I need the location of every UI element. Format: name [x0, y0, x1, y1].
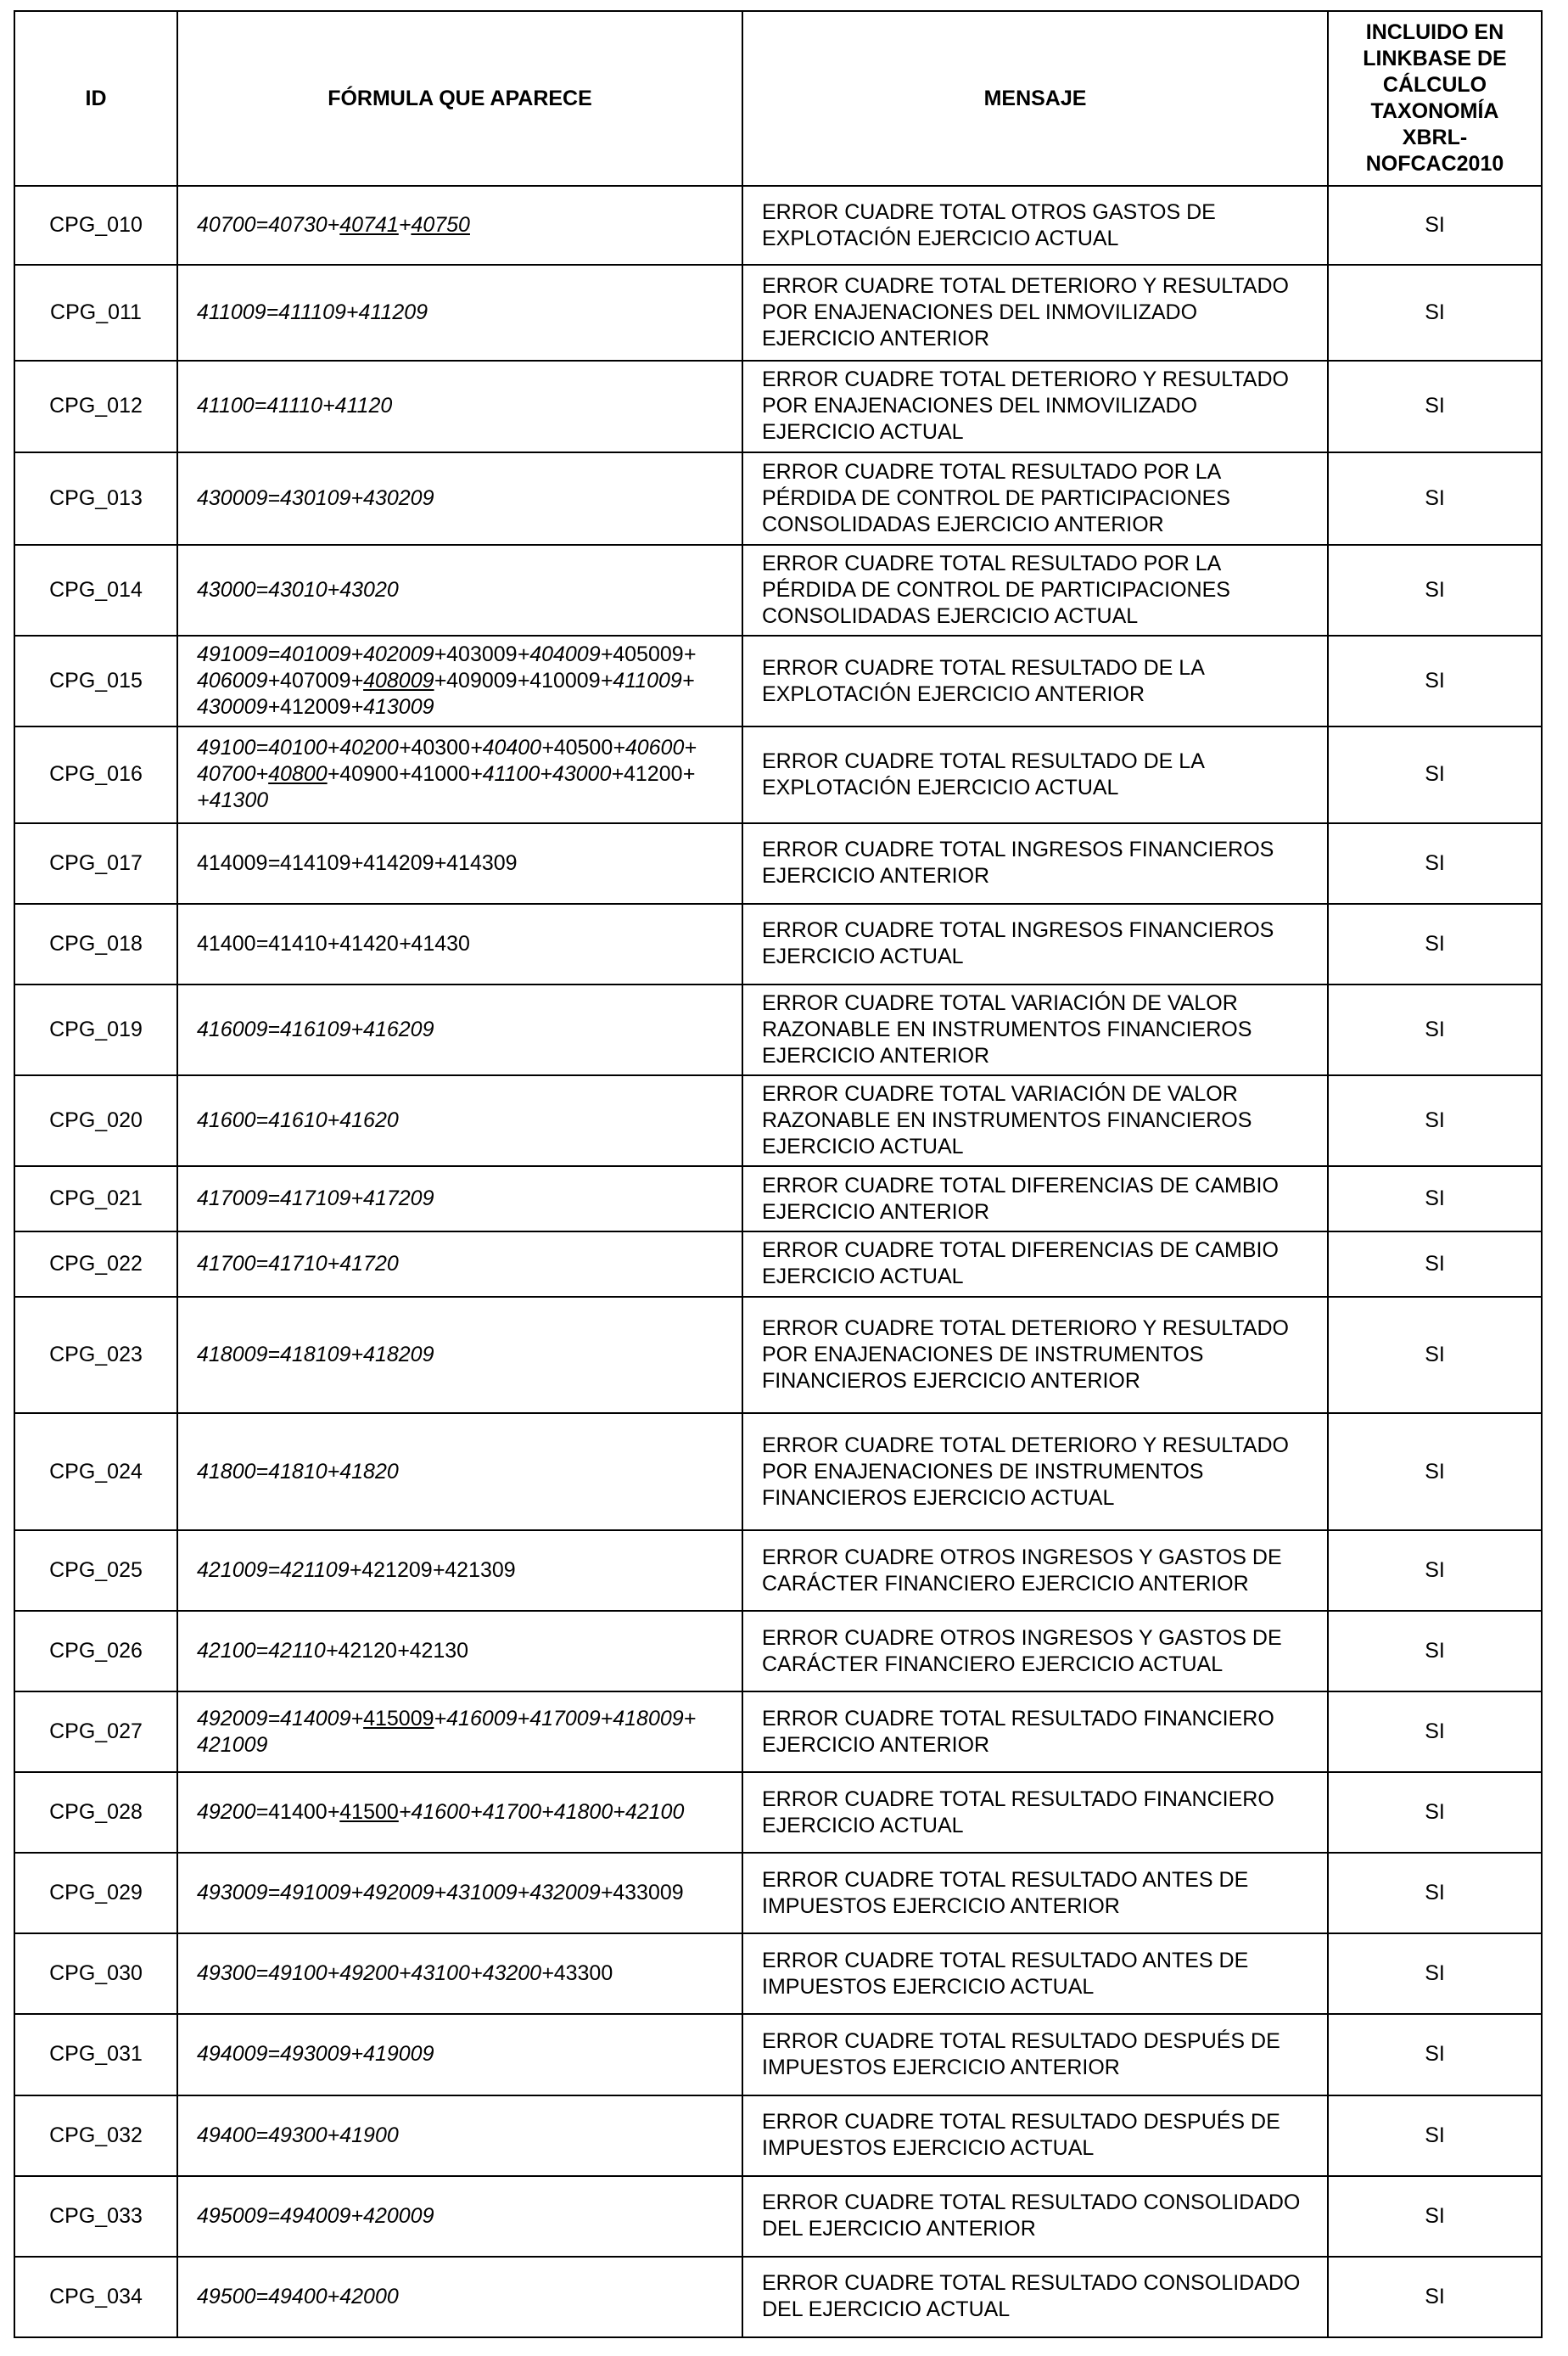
rule-message: ERROR CUADRE TOTAL VARIACIÓN DE VALOR RAZONABLE EN INSTRUMENTOS FINANCIEROS EJERCICIO ANTERIOR — [742, 984, 1328, 1075]
rule-included: SI — [1328, 904, 1542, 984]
table-row — [14, 636, 1542, 726]
rule-included: SI — [1328, 452, 1542, 545]
rule-included: SI — [1328, 2095, 1542, 2176]
rule-formula: 41100=41110+41120 — [177, 361, 742, 452]
rule-id: CPG_018 — [14, 904, 177, 984]
rule-included: SI — [1328, 2257, 1542, 2337]
rule-formula: 416009=416109+416209 — [177, 984, 742, 1075]
rule-included: SI — [1328, 984, 1542, 1075]
rule-id: CPG_017 — [14, 823, 177, 904]
rule-included: SI — [1328, 1611, 1542, 1691]
rule-included: SI — [1328, 545, 1542, 636]
header-formula: FÓRMULA QUE APARECE — [177, 11, 742, 186]
rule-formula: 418009=418109+418209 — [177, 1297, 742, 1414]
rule-message: ERROR CUADRE TOTAL DETERIORO Y RESULTADO POR ENAJENACIONES DEL INMOVILIZADO EJERCICIO ANTERIOR — [742, 265, 1328, 361]
rule-message: ERROR CUADRE TOTAL OTROS GASTOS DE EXPLOTACIÓN EJERCICIO ACTUAL — [742, 186, 1328, 265]
rule-id: CPG_019 — [14, 984, 177, 1075]
rule-formula: 49500=49400+42000 — [177, 2257, 742, 2337]
rule-message: ERROR CUADRE TOTAL RESULTADO DESPUÉS DE IMPUESTOS EJERCICIO ACTUAL — [742, 2095, 1328, 2176]
table-row — [14, 984, 1542, 1075]
rule-formula: 43000=43010+43020 — [177, 545, 742, 636]
table-row — [14, 1413, 1542, 1530]
rule-formula: 421009=421109+421209+421309 — [177, 1530, 742, 1611]
table-row — [14, 1691, 1542, 1772]
rule-formula: 492009=414009+415009+416009+417009+418009+ 421009 — [177, 1691, 742, 1772]
table-row — [14, 904, 1542, 984]
rule-message: ERROR CUADRE TOTAL VARIACIÓN DE VALOR RAZONABLE EN INSTRUMENTOS FINANCIEROS EJERCICIO ACTUAL — [742, 1075, 1328, 1166]
rule-formula: 411009=411109+411209 — [177, 265, 742, 361]
rule-id: CPG_029 — [14, 1853, 177, 1933]
rule-id: CPG_032 — [14, 2095, 177, 2176]
rule-id: CPG_014 — [14, 545, 177, 636]
rule-message: ERROR CUADRE TOTAL RESULTADO DE LA EXPLOTACIÓN EJERCICIO ANTERIOR — [742, 636, 1328, 726]
rule-formula: 430009=430109+430209 — [177, 452, 742, 545]
rule-message: ERROR CUADRE TOTAL RESULTADO POR LA PÉRDIDA DE CONTROL DE PARTICIPACIONES CONSOLIDADAS EJERCICIO ANTERIOR — [742, 452, 1328, 545]
rule-id: CPG_026 — [14, 1611, 177, 1691]
rule-message: ERROR CUADRE TOTAL RESULTADO CONSOLIDADO DEL EJERCICIO ACTUAL — [742, 2257, 1328, 2337]
rule-message: ERROR CUADRE TOTAL RESULTADO ANTES DE IMPUESTOS EJERCICIO ANTERIOR — [742, 1853, 1328, 1933]
rule-id: CPG_021 — [14, 1166, 177, 1231]
rule-included: SI — [1328, 2176, 1542, 2257]
rule-message: ERROR CUADRE TOTAL DETERIORO Y RESULTADO POR ENAJENACIONES DEL INMOVILIZADO EJERCICIO ACTUAL — [742, 361, 1328, 452]
table-row — [14, 265, 1542, 361]
rule-formula: 42100=42110+42120+42130 — [177, 1611, 742, 1691]
rule-id: CPG_010 — [14, 186, 177, 265]
rule-message: ERROR CUADRE TOTAL DIFERENCIAS DE CAMBIO EJERCICIO ACTUAL — [742, 1231, 1328, 1297]
rule-message: ERROR CUADRE TOTAL RESULTADO FINANCIERO EJERCICIO ACTUAL — [742, 1772, 1328, 1853]
rule-formula: 41700=41710+41720 — [177, 1231, 742, 1297]
rule-included: SI — [1328, 1691, 1542, 1772]
rule-formula: 49200=41400+41500+41600+41700+41800+42100 — [177, 1772, 742, 1853]
table-body — [14, 186, 1542, 2337]
rule-formula: 414009=414109+414209+414309 — [177, 823, 742, 904]
table-row — [14, 452, 1542, 545]
rule-included: SI — [1328, 1075, 1542, 1166]
rule-included: SI — [1328, 186, 1542, 265]
rule-message: ERROR CUADRE TOTAL RESULTADO ANTES DE IMPUESTOS EJERCICIO ACTUAL — [742, 1933, 1328, 2014]
table-row — [14, 545, 1542, 636]
rule-included: SI — [1328, 1853, 1542, 1933]
rule-included: SI — [1328, 1297, 1542, 1414]
header-message: MENSAJE — [742, 11, 1328, 186]
table-row — [14, 2095, 1542, 2176]
table-row — [14, 1853, 1542, 1933]
rule-message: ERROR CUADRE TOTAL RESULTADO POR LA PÉRDIDA DE CONTROL DE PARTICIPACIONES CONSOLIDADAS EJERCICIO ACTUAL — [742, 545, 1328, 636]
rule-included: SI — [1328, 1530, 1542, 1611]
table-row — [14, 186, 1542, 265]
rule-formula: 40700=40730+40741+40750 — [177, 186, 742, 265]
rule-included: SI — [1328, 265, 1542, 361]
rule-included: SI — [1328, 1231, 1542, 1297]
rule-message: ERROR CUADRE TOTAL RESULTADO DE LA EXPLOTACIÓN EJERCICIO ACTUAL — [742, 726, 1328, 822]
table-row — [14, 361, 1542, 452]
rule-formula: 495009=494009+420009 — [177, 2176, 742, 2257]
table-row — [14, 1297, 1542, 1414]
rule-message: ERROR CUADRE OTROS INGRESOS Y GASTOS DE CARÁCTER FINANCIERO EJERCICIO ACTUAL — [742, 1611, 1328, 1691]
rule-message: ERROR CUADRE OTROS INGRESOS Y GASTOS DE CARÁCTER FINANCIERO EJERCICIO ANTERIOR — [742, 1530, 1328, 1611]
rule-id: CPG_013 — [14, 452, 177, 545]
rule-included: SI — [1328, 1772, 1542, 1853]
rule-message: ERROR CUADRE TOTAL INGRESOS FINANCIEROS EJERCICIO ACTUAL — [742, 904, 1328, 984]
table-row — [14, 2014, 1542, 2095]
rule-id: CPG_024 — [14, 1413, 177, 1530]
rule-id: CPG_030 — [14, 1933, 177, 2014]
rule-formula: 494009=493009+419009 — [177, 2014, 742, 2095]
rule-formula: 491009=401009+402009+403009+404009+405009+ 406009+407009+408009+409009+410009+411009+ 430009+412009+413009 — [177, 636, 742, 726]
header-id: ID — [14, 11, 177, 186]
rule-id: CPG_011 — [14, 265, 177, 361]
rule-formula: 417009=417109+417209 — [177, 1166, 742, 1231]
rule-id: CPG_028 — [14, 1772, 177, 1853]
table-row — [14, 726, 1542, 822]
rule-formula: 493009=491009+492009+431009+432009+433009 — [177, 1853, 742, 1933]
rule-formula: 49400=49300+41900 — [177, 2095, 742, 2176]
rule-message: ERROR CUADRE TOTAL RESULTADO FINANCIERO EJERCICIO ANTERIOR — [742, 1691, 1328, 1772]
rule-formula: 41400=41410+41420+41430 — [177, 904, 742, 984]
rule-formula: 41800=41810+41820 — [177, 1413, 742, 1530]
rule-message: ERROR CUADRE TOTAL RESULTADO DESPUÉS DE IMPUESTOS EJERCICIO ANTERIOR — [742, 2014, 1328, 2095]
rule-included: SI — [1328, 726, 1542, 822]
rule-included: SI — [1328, 2014, 1542, 2095]
rule-id: CPG_020 — [14, 1075, 177, 1166]
rule-id: CPG_012 — [14, 361, 177, 452]
rule-included: SI — [1328, 1933, 1542, 2014]
rule-id: CPG_025 — [14, 1530, 177, 1611]
header-included: INCLUIDO EN LINKBASE DE CÁLCULO TAXONOMÍA XBRL- NOFCAC2010 — [1328, 11, 1542, 186]
rule-message: ERROR CUADRE TOTAL INGRESOS FINANCIEROS EJERCICIO ANTERIOR — [742, 823, 1328, 904]
rule-id: CPG_022 — [14, 1231, 177, 1297]
rule-message: ERROR CUADRE TOTAL DETERIORO Y RESULTADO POR ENAJENACIONES DE INSTRUMENTOS FINANCIEROS EJERCICIO ACTUAL — [742, 1413, 1328, 1530]
rule-included: SI — [1328, 361, 1542, 452]
header-row — [14, 11, 1542, 186]
table-row — [14, 1611, 1542, 1691]
table-row — [14, 1772, 1542, 1853]
rule-id: CPG_031 — [14, 2014, 177, 2095]
validation-rules-table — [14, 10, 1543, 2338]
rule-id: CPG_033 — [14, 2176, 177, 2257]
rule-formula: 49100=40100+40200+40300+40400+40500+40600+ 40700+40800+40900+41000+41100+43000+41200+ +41300 — [177, 726, 742, 822]
rule-included: SI — [1328, 636, 1542, 726]
rule-formula: 41600=41610+41620 — [177, 1075, 742, 1166]
rule-id: CPG_023 — [14, 1297, 177, 1414]
table-row — [14, 1530, 1542, 1611]
rule-id: CPG_016 — [14, 726, 177, 822]
rule-id: CPG_015 — [14, 636, 177, 726]
rule-id: CPG_034 — [14, 2257, 177, 2337]
table-row — [14, 1075, 1542, 1166]
rule-included: SI — [1328, 1413, 1542, 1530]
table-row — [14, 1166, 1542, 1231]
rule-formula: 49300=49100+49200+43100+43200+43300 — [177, 1933, 742, 2014]
table-row — [14, 2176, 1542, 2257]
rule-message: ERROR CUADRE TOTAL DETERIORO Y RESULTADO POR ENAJENACIONES DE INSTRUMENTOS FINANCIEROS EJERCICIO ANTERIOR — [742, 1297, 1328, 1414]
table-row — [14, 2257, 1542, 2337]
rule-included: SI — [1328, 823, 1542, 904]
table-row — [14, 1231, 1542, 1297]
rule-message: ERROR CUADRE TOTAL DIFERENCIAS DE CAMBIO EJERCICIO ANTERIOR — [742, 1166, 1328, 1231]
rule-included: SI — [1328, 1166, 1542, 1231]
rule-message: ERROR CUADRE TOTAL RESULTADO CONSOLIDADO DEL EJERCICIO ANTERIOR — [742, 2176, 1328, 2257]
table-row — [14, 1933, 1542, 2014]
rule-id: CPG_027 — [14, 1691, 177, 1772]
table-row — [14, 823, 1542, 904]
